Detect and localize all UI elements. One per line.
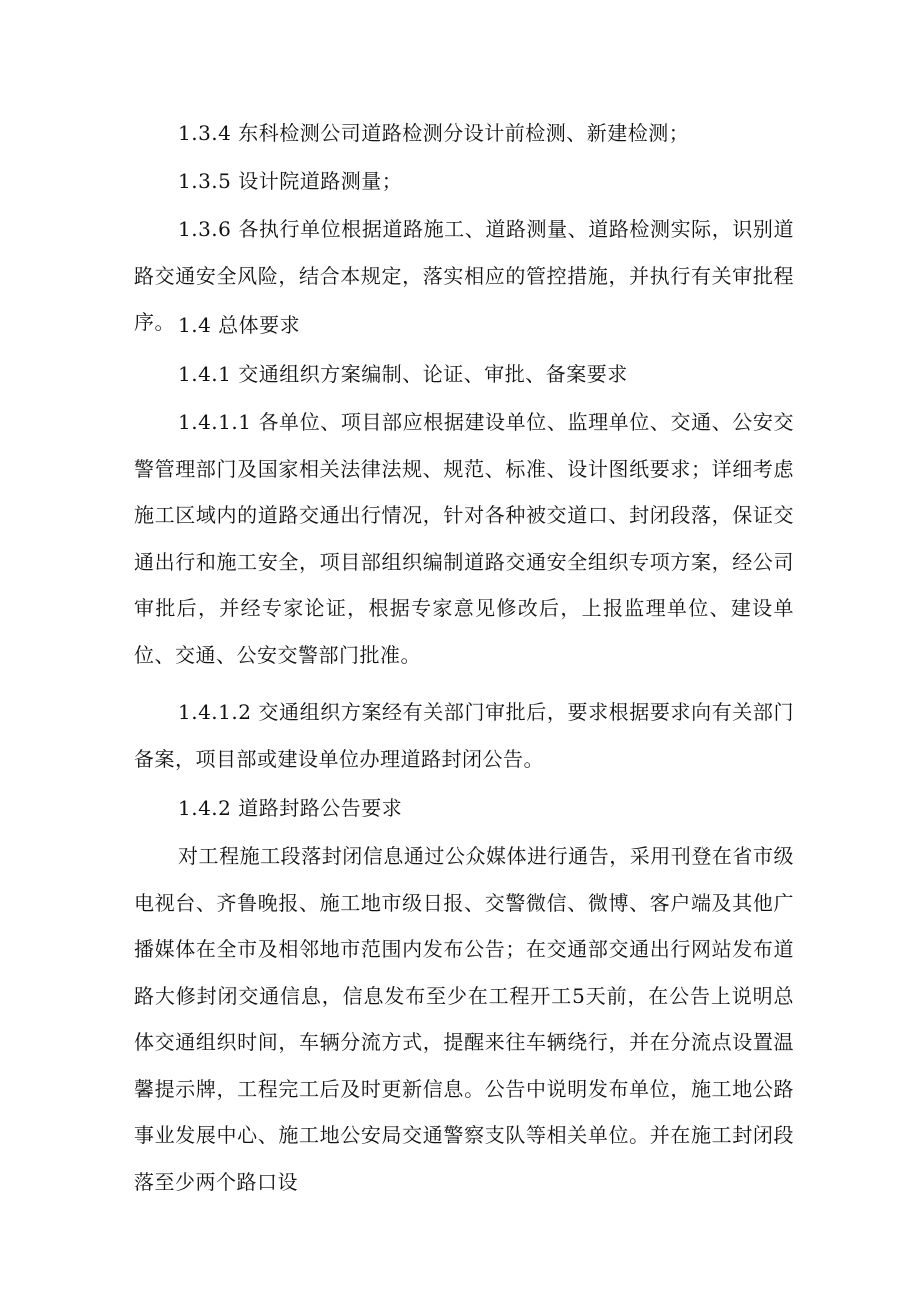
paragraph-announcement-body: 对工程施工段落封闭信息通过公众媒体进行通告，采用刊登在省市级电视台、齐鲁晚报、施工地市级日报、交警微信、微博、客户端及其他广播媒体在全市及相邻地市范围内发布公告；在交通部交通出行网站发布道路大修封闭交通信息，信息发布至少在工程开工5天前，在公告上说明总体交通组织时间，车辆分流方式，提醒来往车辆绕行，并在分流点设置温馨提示牌，工程完工后及时更新信息。公告中说明发布单位，施工地公路事业发展中心、施工地公安局交通警察支队等相关单位。并在施工封闭段落至少两个路口设 xyxy=(134,844,794,1194)
subsection-heading-1-4-1: 1.4.1 交通组织方案编制、论证、审批、备案要求 xyxy=(178,362,628,386)
paragraph-1-3-4: 1.3.4 东科检测公司道路检测分设计前检测、新建检测； xyxy=(178,121,690,145)
paragraph-1-3-5: 1.3.5 设计院道路测量； xyxy=(178,169,403,193)
paragraph-1-3-6: 1.3.6 各执行单位根据道路施工、道路测量、道路检测实际，识别道路交通安全风险，结合本规定，落实相应的管控措施，并执行有关审批程序。 xyxy=(134,217,794,334)
section-heading-1-4: 1.4 总体要求 xyxy=(178,313,301,337)
subsection-heading-1-4-2: 1.4.2 道路封路公告要求 xyxy=(178,796,403,820)
paragraph-1-4-1-1: 1.4.1.1 各单位、项目部应根据建设单位、监理单位、交通、公安交警管理部门及国家相关法律法规、规范、标准、设计图纸要求；详细考虑施工区域内的道路交通出行情况，针对各种被交道口、封闭段落，保证交通出行和施工安全，项目部组织编制道路交通安全组织专项方案，经公司审批后，并经专家论证，根据专家意见修改后，上报监理单位、建设单位、交通、公安交警部门批准。 xyxy=(134,410,794,667)
paragraph-1-4-1-2: 1.4.1.2 交通组织方案经有关部门审批后，要求根据要求向有关部门备案，项目部或建设单位办理道路封闭公告。 xyxy=(134,700,794,771)
